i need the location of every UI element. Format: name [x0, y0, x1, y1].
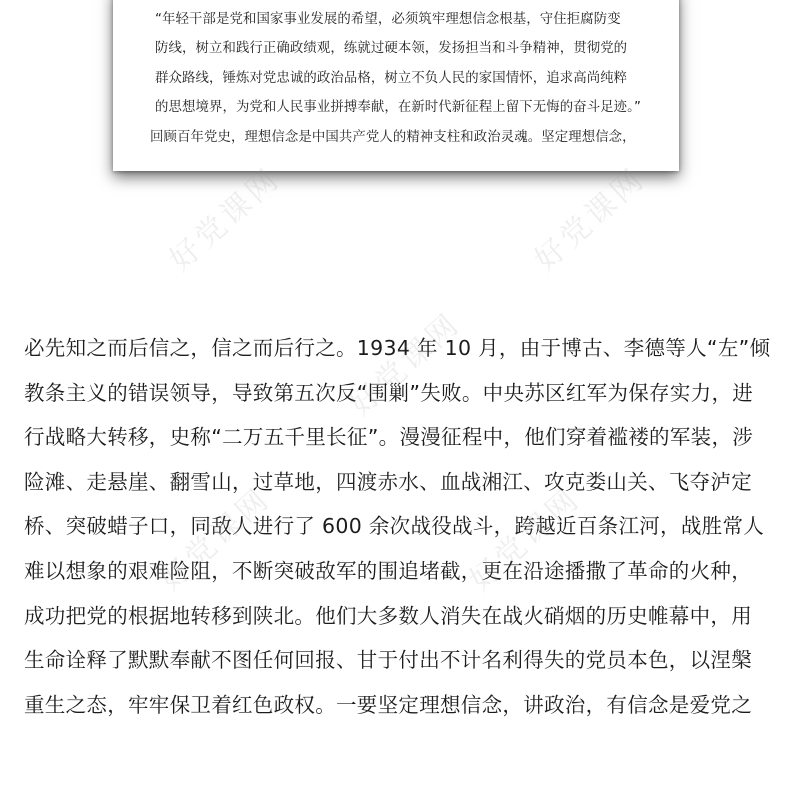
- body-line: 教条主义的错误领导，导致第五次反“围剿”失败。中央苏区红军为保存实力，进: [24, 380, 754, 405]
- body-line: 难以想象的艰难险阻，不断突破敌军的围追堵截，更在沿途播撒了革命的火种，: [24, 558, 752, 583]
- body-line: 桥、突破蜡子口，同敌人进行了 600 余次战役战斗，跨越近百条江河，战胜常人: [24, 514, 765, 539]
- body-line: 必先知之而后信之，信之而后行之。1934 年 10 月，由于博古、李德等人“左”倾: [24, 336, 771, 360]
- watermark: 好党课网: [343, 306, 468, 424]
- watermark: 好党课网: [463, 481, 588, 599]
- quote-line: 回顾百年党史，理想信念是中国共产党人的精神支柱和政治灵魂。坚定理想信念，: [150, 129, 636, 145]
- quote-card: [113, 0, 679, 171]
- quote-line: “年轻干部是党和国家事业发展的希望，必须筑牢理想信念根基，守住拒腐防变: [155, 12, 621, 27]
- quote-line: 防线，树立和践行正确政绩观，练就过硬本领，发扬担当和斗争精神，贯彻党的: [155, 41, 628, 57]
- watermark: 好党课网: [163, 161, 288, 279]
- watermark: 好党课网: [153, 481, 278, 599]
- body-line: 成功把党的根据地转移到陕北。他们大多数人消失在战火硝烟的历史帷幕中，用: [24, 603, 752, 628]
- body-line: 行战略大转移，史称“二万五千里长征”。漫漫征程中，他们穿着褴褛的军装，涉: [24, 425, 754, 450]
- body-text: [24, 326, 784, 727]
- body-line: 重生之态，牢牢保卫着红色政权。一要坚定理想信念，讲政治，有信念是爱党之: [24, 692, 752, 717]
- watermark: 好党课网: [528, 161, 653, 279]
- body-line: 险滩、走悬崖、翻雪山，过草地，四渡赤水、血战湘江、攻克娄山关、飞夺泸定: [24, 469, 752, 494]
- body-line: 生命诠释了默默奉献不图任何回报、甘于付出不计名利得失的党员本色，以涅槃: [24, 648, 752, 673]
- quote-line: 的思想境界，为党和人民事业拼搏奉献，在新时代新征程上留下无悔的奋斗足迹。”: [155, 100, 641, 116]
- quote-line: 群众路线，锤炼对党忠诚的政治品格，树立不负人民的家国情怀，追求高尚纯粹: [155, 70, 628, 86]
